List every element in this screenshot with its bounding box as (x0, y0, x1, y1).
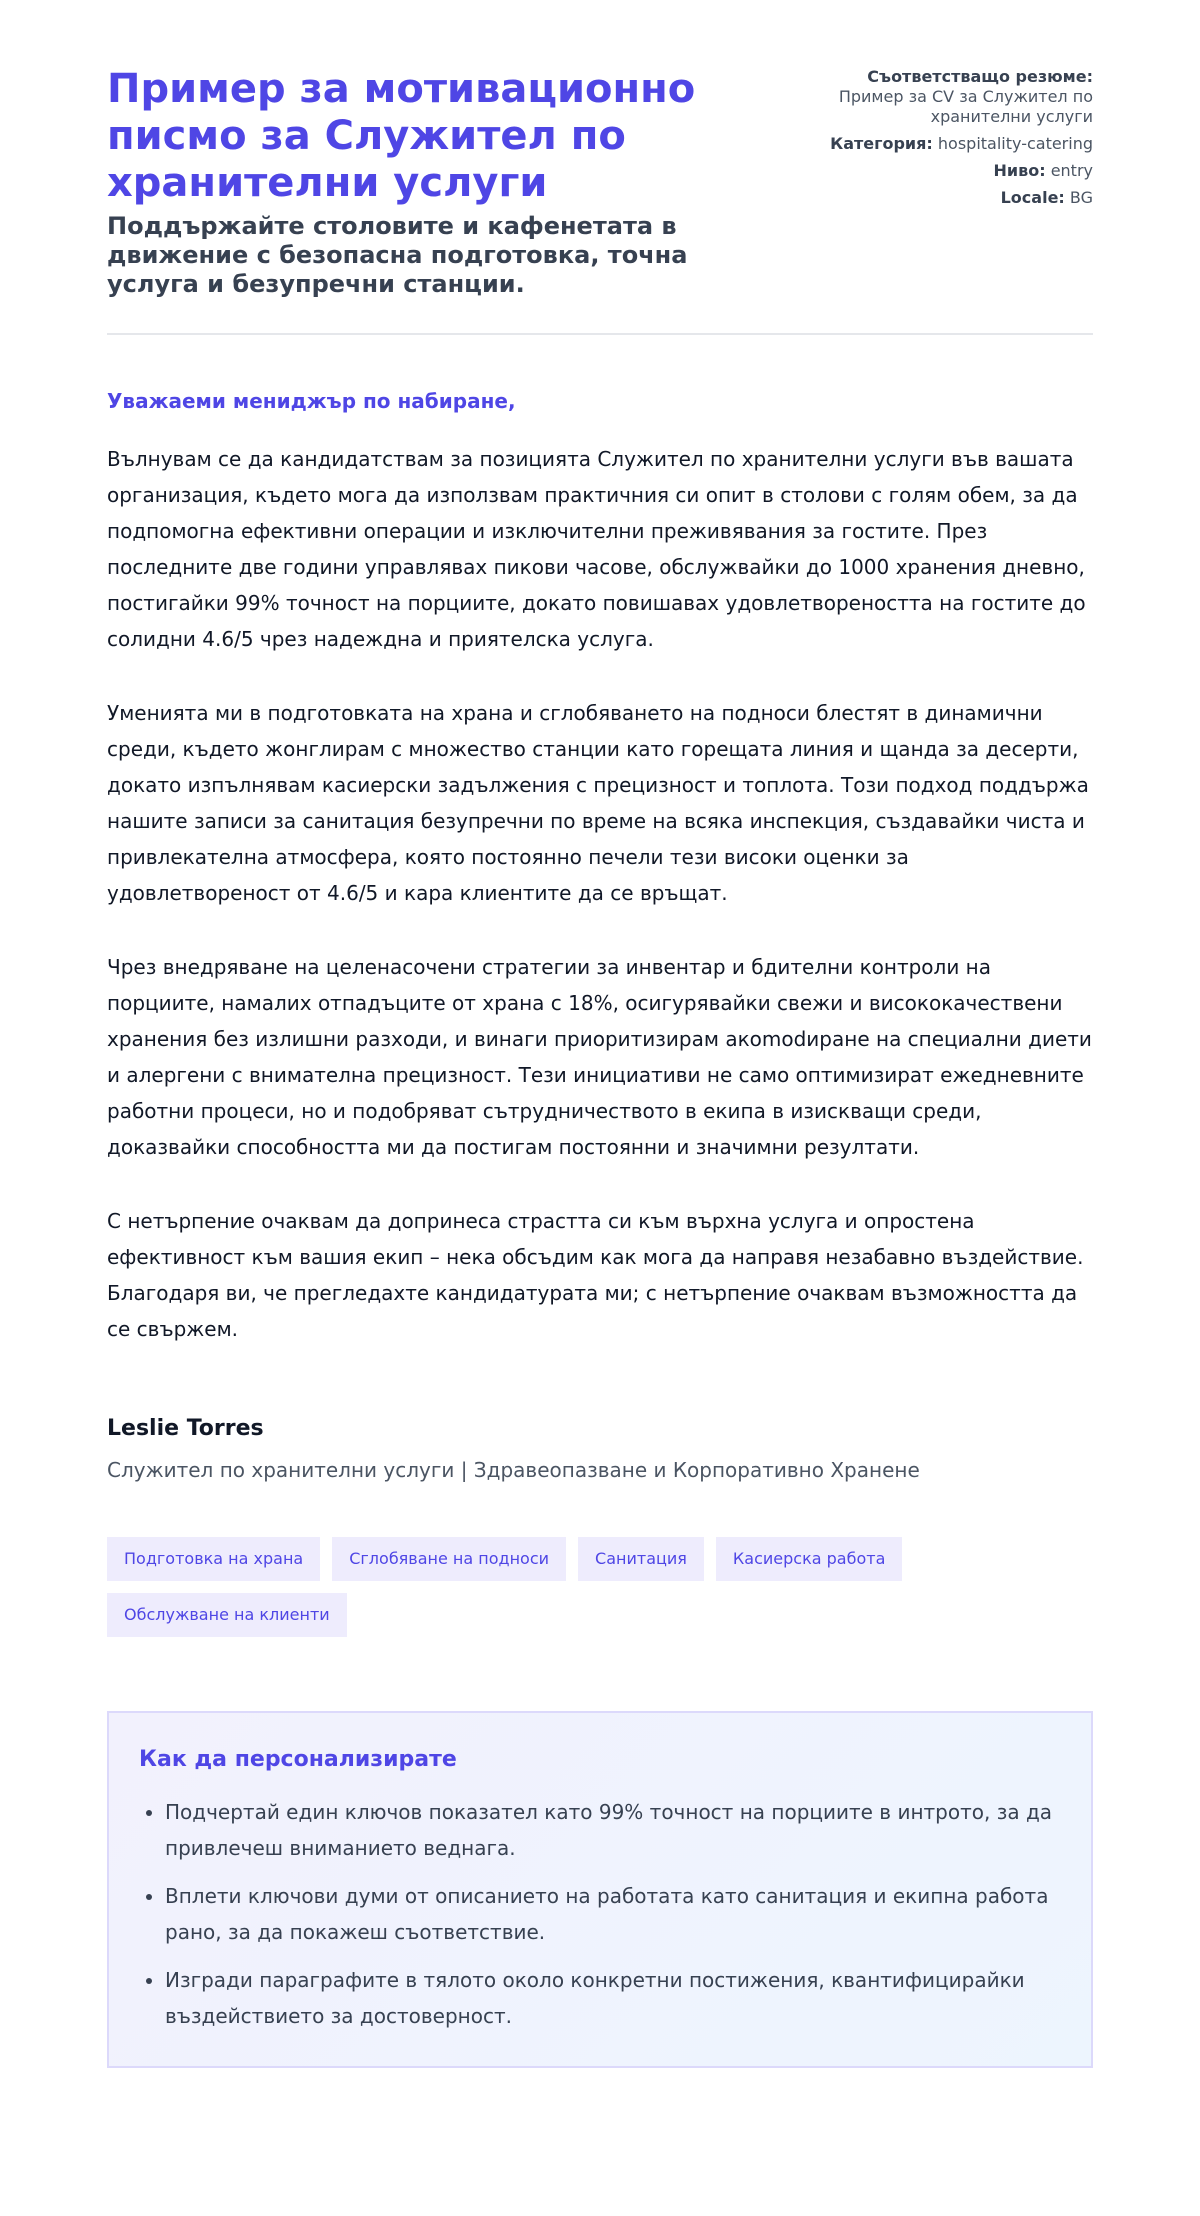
meta-locale-value: BG (1069, 188, 1093, 207)
skill-tag: Санитация (578, 1537, 704, 1581)
tip-item: • Изгради параграфите в тялото около конкретни постижения, квантифицирайки въздействието за достоверност. (165, 1962, 1061, 2034)
tip-item: • Подчертай един ключов показател като 99% точност на порциите в интрото, за да привлечеш вниманието веднага. (165, 1794, 1061, 1866)
skill-tags (107, 1537, 1007, 1637)
tips-title: Как да персонализирате (139, 1747, 457, 1772)
letter-paragraph: Уменията ми в подготовката на храна и сглобяването на подноси блестят в динамични среди, където жонглирам с множество станции като горещата линия и щанда за десерти, докато изпълнявам касиерски задължения с прецизност и топлота. Този подход поддържа нашите записи за санитация безупречни по време на всяка инспекция, създавайки чиста и привлекателна атмосфера, която постоянно печели тези високи оценки за удовлетвореност от 4.6/5 и кара клиентите да се връщат. (107, 701, 1089, 905)
meta-level-label: Ниво: (993, 161, 1046, 180)
meta-level (803, 161, 1093, 181)
letter-paragraph: С нетърпение очаквам да допринеса страстта си към върхна услуга и опростена ефективност към вашия екип – нека обсъдим как мога да направя незабавно въздействие. Благодаря ви, че прегледахте кандидатурата ми; с нетърпение очаквам възможността да се свържем. (107, 1209, 1084, 1341)
meta-resume-value: Пример за CV за Служител по хранителни услуги (838, 87, 1093, 126)
meta-panel (803, 67, 1093, 215)
tips-list (139, 1794, 1061, 2034)
meta-locale-label: Locale: (1000, 188, 1065, 207)
letter-paragraph: Вълнувам се да кандидатствам за позицията Служител по хранителни услуги във вашата организация, където мога да използвам практичния си опит в столови с голям обем, за да подпомогна ефективни операции и изключителни преживявания за гостите. През последните две години управлявах пикови часове, обслужвайки до 1000 хранения дневно, постигайки 99% точност на порциите, докато повишавах удовлетвореността на гостите до солидни 4.6/5 чрез надеждна и приятелска услуга. (107, 447, 1086, 651)
meta-level-value: entry (1050, 161, 1093, 180)
signature-block (107, 1415, 1093, 1484)
meta-category-value: hospitality-catering (937, 134, 1093, 153)
letter-body (107, 388, 1093, 1347)
meta-category-label: Категория: (830, 134, 933, 153)
personalization-tips-box (107, 1711, 1093, 2068)
signature-name: Leslie Torres (107, 1416, 264, 1441)
salutation: Уважаеми мениджър по набиране, (107, 389, 516, 413)
meta-category (803, 134, 1093, 154)
meta-locale (803, 188, 1093, 208)
meta-resume-label: Съответстващо резюме: (867, 67, 1093, 86)
skill-tag: Касиерска работа (716, 1537, 902, 1581)
skill-tag: Сглобяване на подноси (332, 1537, 566, 1581)
signature-title: Служител по хранителни услуги | Здравеопазване и Корпоративно Хранене (107, 1458, 920, 1482)
tip-item: • Вплети ключови думи от описанието на работата като санитация и екипна работа рано, за да покажеш съответствие. (165, 1878, 1061, 1950)
document-header (107, 0, 1093, 335)
meta-resume (803, 67, 1093, 127)
skill-tag: Обслужване на клиенти (107, 1593, 347, 1637)
page-title: Пример за мотивационно писмо за Служител по хранителни услуги (107, 66, 696, 206)
page-subtitle: Поддържайте столовите и кафенетата в движение с безопасна подготовка, точна услуга и безупречни станции. (107, 212, 688, 298)
header-titles (107, 66, 747, 299)
letter-paragraph: Чрез внедряване на целенасочени стратегии за инвентар и бдителни контроли на порциите, намалих отпадъците от храна с 18%, осигурявайки свежи и висококачествени хранения без излишни разходи, и винаги приоритизирам акоmodиране на специални диети и алергени с внимателна прецизност. Тези инициативи не само оптимизират ежедневните работни процеси, но и подобряват сътрудничеството в екипа в изискващи среди, доказвайки способността ми да постигам постоянни и значимни резултати. (107, 955, 1092, 1159)
skill-tag: Подготовка на храна (107, 1537, 320, 1581)
